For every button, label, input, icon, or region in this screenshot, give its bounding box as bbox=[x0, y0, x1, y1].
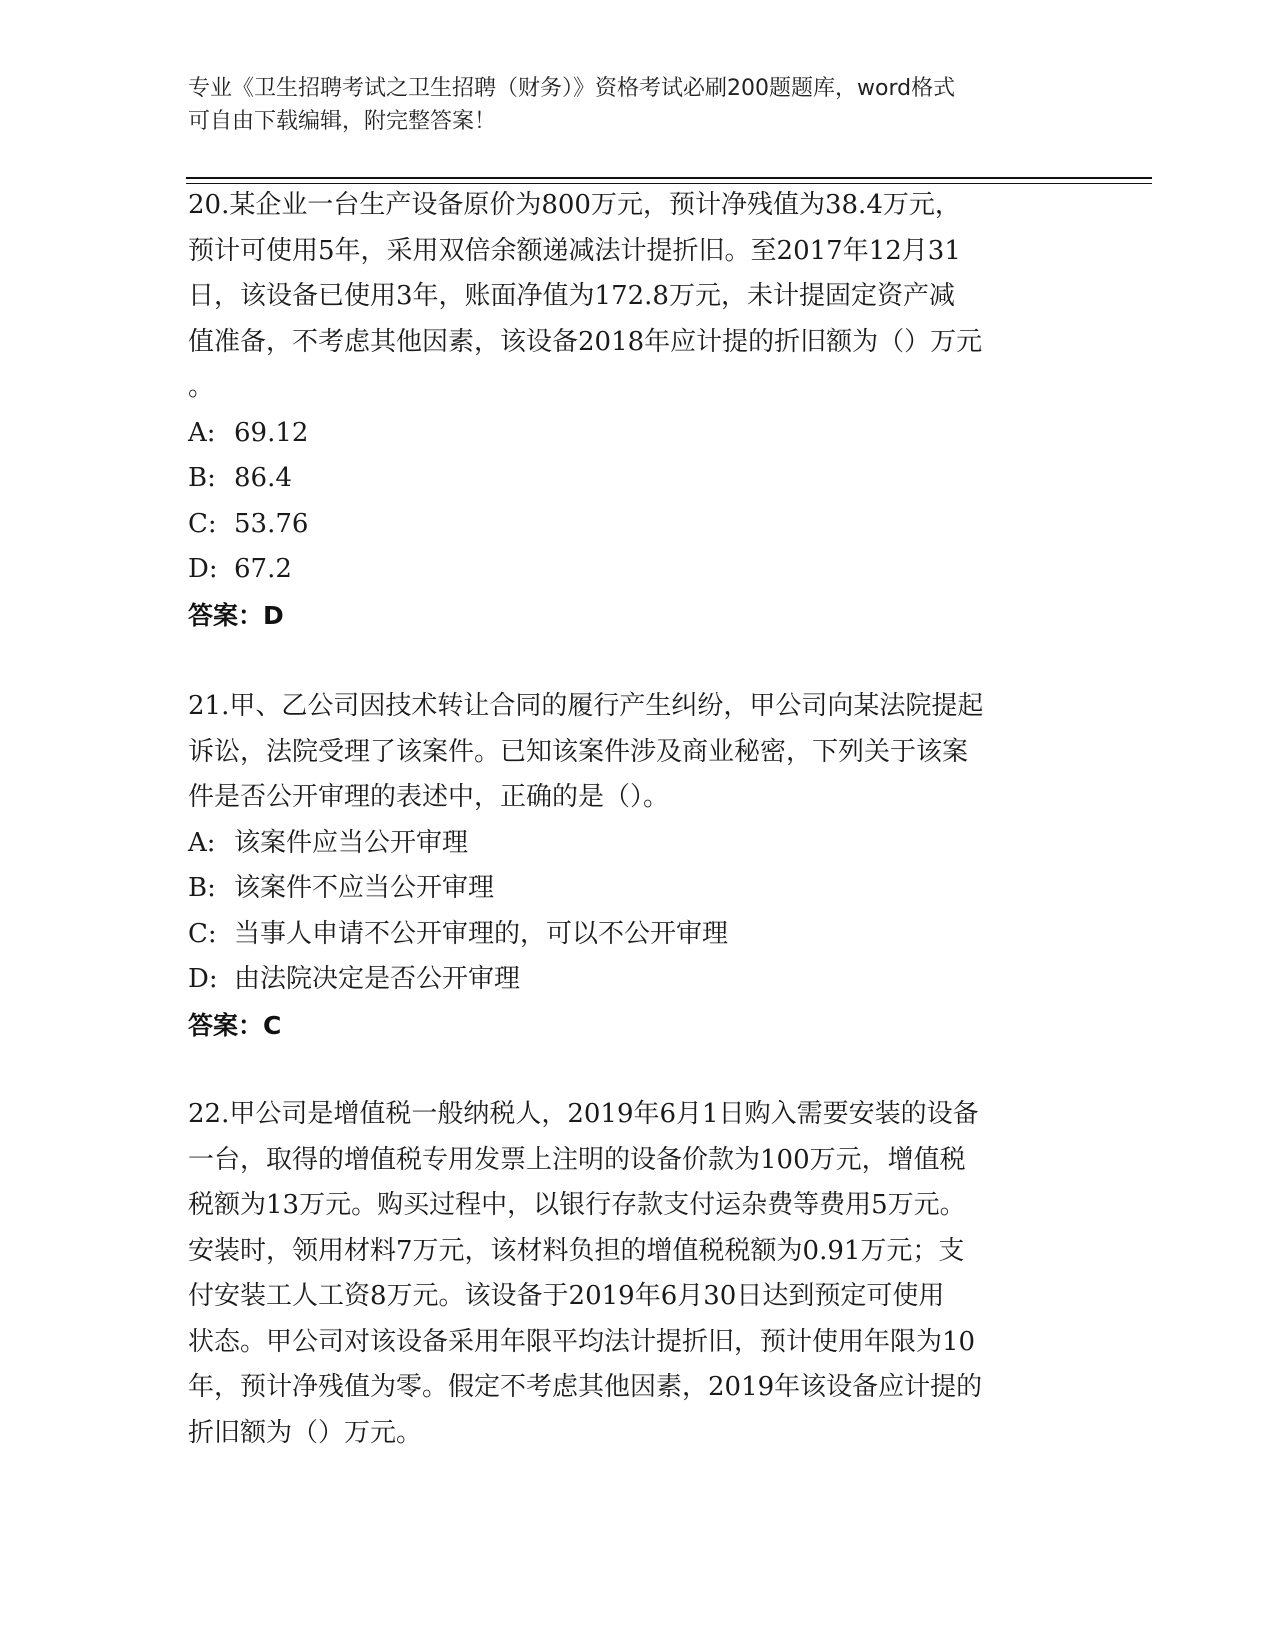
option-label: D: bbox=[188, 964, 218, 994]
question-text-line: 日，该设备已使用3年，账面净值为172.8万元，未计提固定资产减 bbox=[188, 281, 955, 311]
option-text: 该案件不应当公开审理 bbox=[234, 873, 495, 903]
option-d bbox=[188, 547, 1088, 593]
question-text-line: 年，预计净残值为零。假定不考虑其他因素，2019年该设备应计提的 bbox=[188, 1372, 983, 1402]
option-label: C: bbox=[188, 508, 217, 539]
question-text-line: 。 bbox=[188, 372, 215, 402]
option-text: 由法院决定是否公开审理 bbox=[234, 964, 521, 994]
option-b bbox=[188, 456, 1088, 502]
option-label: A: bbox=[188, 417, 216, 448]
question-stem bbox=[188, 1092, 1088, 1456]
question-text-line: 值准备，不考虑其他因素，该设备2018年应计提的折旧额为（）万元 bbox=[188, 326, 983, 357]
question-text-line: 付安装工人工资8万元。该设备于2019年6月30日达到预定可使用 bbox=[188, 1281, 945, 1311]
question-text-line: 20.某企业一台生产设备原价为800万元，预计净残值为38.4万元， bbox=[188, 190, 961, 220]
option-text: 当事人申请不公开审理的，可以不公开审理 bbox=[234, 918, 729, 949]
question-text-line: 一台，取得的增值税专用发票上注明的设备价款为100万元，增值税 bbox=[188, 1144, 966, 1175]
option-label: B: bbox=[188, 463, 216, 493]
question-text-line: 税额为13万元。购买过程中，以银行存款支付运杂费等费用5万元。 bbox=[188, 1190, 966, 1220]
question-20 bbox=[188, 183, 1088, 638]
option-text: 69.12 bbox=[234, 417, 309, 448]
question-text-line: 折旧额为（）万元。 bbox=[188, 1417, 423, 1448]
header-line-2: 可自由下载编辑，附完整答案！ bbox=[188, 109, 497, 134]
option-label: A: bbox=[188, 827, 216, 858]
option-a bbox=[188, 821, 1088, 867]
question-text-line: 预计可使用5年，采用双倍余额递减法计提折旧。至2017年12月31 bbox=[188, 235, 961, 266]
option-text: 53.76 bbox=[234, 508, 309, 539]
question-text-line: 件是否公开审理的表述中，正确的是（）。 bbox=[188, 782, 670, 812]
option-c bbox=[188, 502, 1088, 548]
question-text-line: 诉讼，法院受理了该案件。已知该案件涉及商业秘密，下列关于该案 bbox=[188, 736, 969, 767]
question-text-line: 安装时，领用材料7万元，该材料负担的增值税税额为0.91万元；支 bbox=[188, 1235, 965, 1266]
question-text-line: 22.甲公司是增值税一般纳税人，2019年6月1日购入需要安装的设备 bbox=[188, 1099, 979, 1129]
option-a bbox=[188, 411, 1088, 457]
answer-line: 答案：D bbox=[188, 600, 284, 630]
question-21 bbox=[188, 684, 1088, 1048]
option-b bbox=[188, 866, 1088, 912]
question-text-line: 状态。甲公司对该设备采用年限平均法计提折旧，预计使用年限为10 bbox=[188, 1326, 976, 1357]
option-label: B: bbox=[188, 873, 216, 903]
document-header bbox=[188, 72, 1088, 138]
option-text: 该案件应当公开审理 bbox=[234, 827, 469, 858]
header-line-1: 专业《卫生招聘考试之卫生招聘（财务）》资格考试必刷200题题库，word格式 bbox=[188, 76, 956, 101]
question-22 bbox=[188, 1092, 1088, 1456]
option-d bbox=[188, 957, 1088, 1003]
header-divider-thick bbox=[186, 177, 1152, 179]
option-c bbox=[188, 912, 1088, 958]
option-label: C: bbox=[188, 918, 217, 949]
question-stem bbox=[188, 684, 1088, 821]
option-label: D: bbox=[188, 554, 218, 584]
question-stem bbox=[188, 183, 1088, 411]
answer-line: 答案：C bbox=[188, 1010, 282, 1040]
option-text: 67.2 bbox=[234, 554, 292, 584]
question-text-line: 21.甲、乙公司因技术转让合同的履行产生纠纷，甲公司向某法院提起 bbox=[188, 691, 984, 721]
option-text: 86.4 bbox=[234, 463, 292, 493]
